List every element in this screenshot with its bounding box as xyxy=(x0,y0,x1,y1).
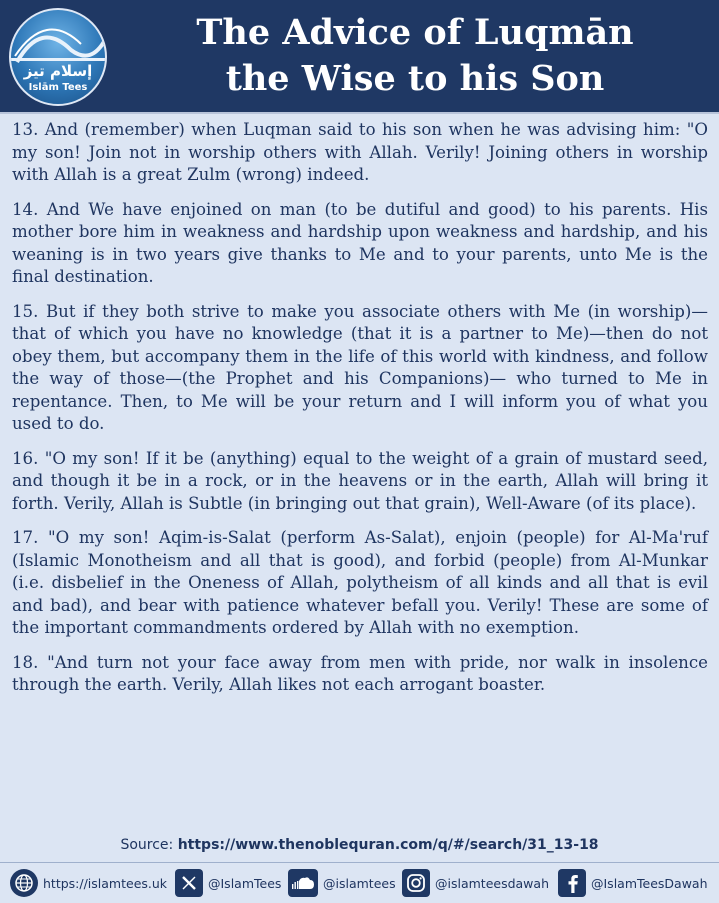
verses-list xyxy=(12,119,708,709)
source-link[interactable]: https://www.thenoblequran.com/q/#/search/31_13-18 xyxy=(177,837,599,853)
page-title xyxy=(120,10,710,102)
verse-18: 18. "And turn not your face away from men with pride, nor walk in insolence through the earth. Verily, Allah likes not each arrogant boaster. xyxy=(12,652,708,694)
footer-instagram[interactable] xyxy=(402,869,549,897)
soundcloud-icon xyxy=(288,869,318,897)
verse-13: 13. And (remember) when Luqman said to his son when he was advising him: "O my son! Join not in worship others with Allah. Verily! Joining others in worship with Allah is a great Zulm (wrong) indeed. xyxy=(12,120,708,184)
footer-x[interactable] xyxy=(175,869,281,897)
logo-arabic-text: إسلام تيز xyxy=(23,62,93,80)
soundcloud-handle-text: @islamtees xyxy=(323,875,396,891)
footer xyxy=(0,862,719,903)
logo xyxy=(9,8,107,106)
header xyxy=(0,0,719,114)
verse-17: 17. "O my son! Aqim-is-Salat (perform As-Salat), enjoin (people) for Al-Ma'ruf (Islamic Monotheism and all that is good), and forbid (people) from Al-Munkar (i.e. disbelief in the Oneness of Allah, polytheism of all kinds and all that is evil and bad), and bear with patience whatever befall you. Verily! These are some of the important commandments ordered by Allah with no exemption. xyxy=(12,528,708,637)
verse-14: 14. And We have enjoined on man (to be dutiful and good) to his parents. His mother bore him in weakness and hardship upon weakness and hardship, and his weaning is in two years give thanks to Me and to your parents, unto Me is the final destination. xyxy=(12,199,708,286)
website-text: https://islamtees.uk xyxy=(43,875,168,891)
instagram-handle-text: @islamteesdawah xyxy=(435,875,549,891)
source-line xyxy=(0,837,719,853)
facebook-handle-text: @IslamTeesDawah xyxy=(591,875,708,891)
logo-english-text: Islām Tees xyxy=(28,82,88,93)
source-label: Source: xyxy=(120,837,174,853)
facebook-icon xyxy=(558,869,586,897)
title-line-2: the Wise to his Son xyxy=(225,58,605,99)
globe-icon xyxy=(10,869,38,897)
x-icon xyxy=(175,869,203,897)
title-line-1: The Advice of Luqmān xyxy=(196,12,634,53)
x-handle-text: @IslamTees xyxy=(208,875,282,891)
verse-15: 15. But if they both strive to make you associate others with Me (in worship)—that of which you have no knowledge (that it is a partner to Me)—then do not obey them, but accompany them in the life of this world with kindness, and follow the way of those—(the Prophet and his Companions)— who turned to Me in repentance. Then, to Me will be your return and I will inform you of what you used to do. xyxy=(12,301,708,433)
footer-soundcloud[interactable] xyxy=(288,869,396,897)
footer-website[interactable] xyxy=(10,869,167,897)
verse-16: 16. "O my son! If it be (anything) equal to the weight of a grain of mustard seed, and though it be in a rock, or in the heavens or in the earth, Allah will bring it forth. Verily, Allah is Subtle (in bringing out that grain), Well-Aware (of its place). xyxy=(12,448,708,513)
instagram-icon xyxy=(402,869,430,897)
footer-facebook[interactable] xyxy=(558,869,708,897)
